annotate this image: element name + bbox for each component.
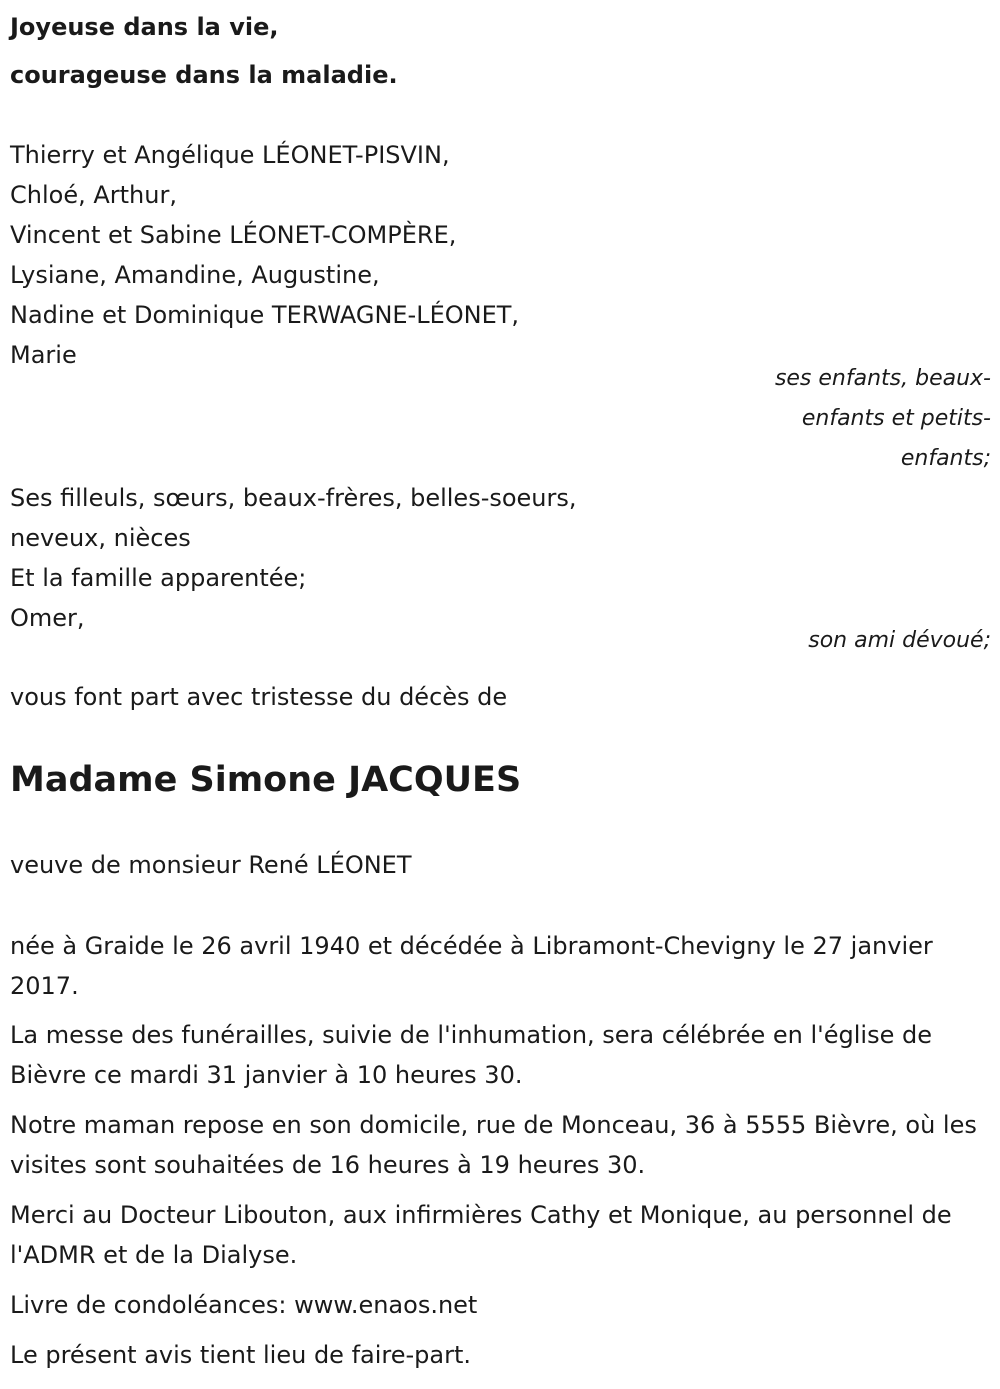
family-relation xyxy=(731,359,991,479)
extended-family-line: neveux, nièces xyxy=(10,524,191,552)
resting-place-paragraph: Notre maman repose en son domicile, rue de Monceau, 36 à 5555 Bièvre, où les visites sont souhaitées de 16 heures à 19 heures 30. xyxy=(10,1111,977,1179)
family-line: Vincent et Sabine LÉONET-COMPÈRE, xyxy=(10,221,457,249)
friend-relation: son ami dévoué; xyxy=(808,628,991,653)
extended-family-line: Et la famille apparentée; xyxy=(10,564,307,592)
family-relation-line: enfants; xyxy=(900,446,991,471)
widow-of-text: veuve de monsieur René LÉONET xyxy=(10,851,412,879)
family-relation-line: enfants et petits- xyxy=(801,406,991,431)
family-line: Marie xyxy=(10,341,77,369)
deceased-name: Madame Simone JACQUES xyxy=(10,760,522,800)
funeral-paragraph: La messe des funérailles, suivie de l'inhumation, sera célébrée en l'église de Bièvre ce mardi 31 janvier à 10 heures 30. xyxy=(10,1021,932,1089)
birth-death-paragraph: née à Graide le 26 avril 1940 et décédée à Libramont-Chevigny le 27 janvier 2017. xyxy=(10,932,933,1000)
announcement-text: vous font part avec tristesse du décès de xyxy=(10,683,508,711)
epigraph-line-2: courageuse dans la maladie. xyxy=(10,61,398,89)
family-line: Nadine et Dominique TERWAGNE-LÉONET, xyxy=(10,301,520,329)
epigraph-line-1: Joyeuse dans la vie, xyxy=(10,13,279,41)
family-line: Chloé, Arthur, xyxy=(10,181,177,209)
family-line: Thierry et Angélique LÉONET-PISVIN, xyxy=(10,141,450,169)
notice-line: Le présent avis tient lieu de faire-part. xyxy=(10,1341,472,1369)
thanks-paragraph: Merci au Docteur Libouton, aux infirmières Cathy et Monique, au personnel de l'ADMR et de la Dialyse. xyxy=(10,1201,952,1269)
extended-family-line: Omer, xyxy=(10,604,85,632)
extended-family-line: Ses filleuls, sœurs, beaux-frères, belles-soeurs, xyxy=(10,484,577,512)
family-relation-line: ses enfants, beaux- xyxy=(774,366,991,391)
family-line: Lysiane, Amandine, Augustine, xyxy=(10,261,380,289)
condolences-line: Livre de condoléances: www.enaos.net xyxy=(10,1291,478,1319)
